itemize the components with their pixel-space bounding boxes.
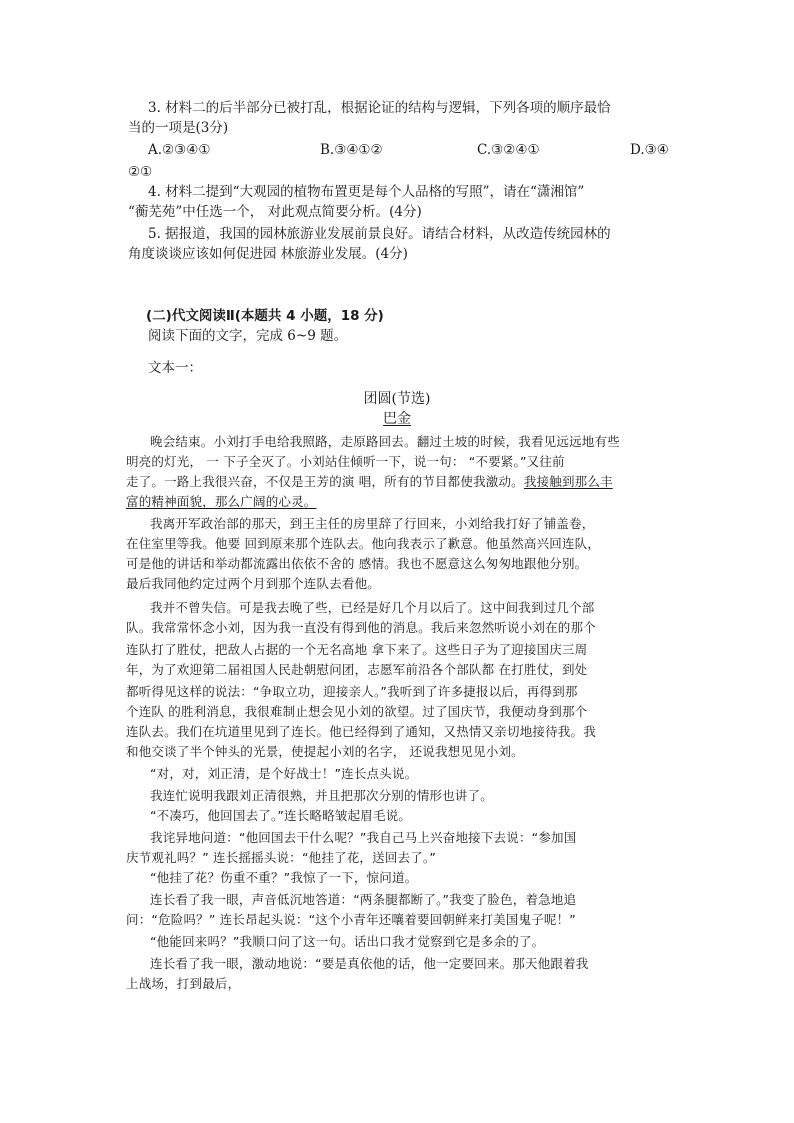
option-c: C.③②④① xyxy=(477,142,540,158)
passage-line: 庆节观礼吗？” 连长摇摇头说：“他挂了花，送回去了。” xyxy=(126,850,437,865)
question-5-line-2: 角度谈谈应该如何促进园 林旅游业发展。(4分) xyxy=(128,246,408,262)
passage-line: 可是他的讲话和举动都流露出依依不舍的 感情。我也不愿意这么匆匆地跟他分别。 xyxy=(126,556,588,571)
passage-line: 在住室里等我。他要 回到原来那个连队去。他向我表示了歉意。他虽然高兴回连队， xyxy=(126,536,601,551)
passage-line: “他挂了花？伤重不重？”我惊了一下，惊问道。 xyxy=(150,870,418,885)
passage-line: 年，为了欢迎第二届祖国人民赴朝慰问团，志愿军前沿各个部队都 在打胜仗，到处 xyxy=(126,662,588,677)
text-one-label: 文本一： xyxy=(148,360,202,376)
passage-line: 和他交谈了半个钟头的光景，使提起小刘的名字， 还说我想见见小刘。 xyxy=(126,744,524,759)
question-3-line-1: 3. 材料二的后半部分已被打乱，根据论证的结构与逻辑，下列各项的顺序最恰 xyxy=(148,100,611,116)
section-heading: (二)代文阅读Ⅱ(本题共 4 小题，18 分) xyxy=(146,308,384,324)
passage-line: 连队去。我们在坑道里见到了连长。他已经得到了通知，又热情又亲切地接待我。我 xyxy=(126,724,596,739)
passage-line: 我诧异地问道：“他回国去干什么呢？”我自己马上兴奋地接下去说：“参加国 xyxy=(150,830,577,845)
passage-line: 队。我常常怀念小刘，因为我一直没有得到他的消息。我后来忽然听说小刘在的那个 xyxy=(126,620,596,635)
question-4-line-1: 4. 材料二提到“大观园的植物布置更是每个人品格的写照”，请在“潇湘馆” xyxy=(148,184,585,200)
question-5-line-1: 5. 据报道，我国的园林旅游业发展前景良好。请结合材料，从改造传统园林的 xyxy=(148,226,611,242)
passage-line: 个连队 的胜利消息，我很难制止想会见小刘的欲望。过了国庆节，我便动身到那个 xyxy=(126,704,588,719)
passage-line: 连长看了我一眼，激动地说：“要是真依他的话，他一定要回来。那天他跟着我 xyxy=(150,956,589,971)
passage-title: 团圆(节选) xyxy=(363,391,431,407)
passage-line: “对，对，刘正清，是个好战士！”连长点头说。 xyxy=(150,766,418,781)
question-4-line-2: “蘅芜苑”中任选一个， 对此观点简要分析。(4分) xyxy=(128,204,422,220)
passage-line: 连长看了我一眼，声音低沉地答道：“两条腿都断了。”我变了脸色，着急地追 xyxy=(150,892,577,907)
option-b: B.③④①② xyxy=(320,142,383,158)
question-3-line-2: 当的一项是(3分) xyxy=(128,120,229,136)
passage-line: 连队打了胜仗，把敌人占据的一个无名高地 拿下来了。这些日子为了迎接国庆三周 xyxy=(126,642,588,657)
passage-line: 我连忙说明我跟刘正清很熟，并且把那次分别的情形也讲了。 xyxy=(150,788,493,803)
passage-line: “他能回来吗？”我顺口问了这一句。话出口我才觉察到它是多余的了。 xyxy=(150,934,545,949)
passage-line-underlined: 富的精神面貌，那么广阔的心灵。 xyxy=(126,494,317,509)
underlined-text: 我接触到那么丰 xyxy=(523,474,613,489)
passage-line: 我离开军政治部的那天，到王主任的房里辞了行回来，小刘给我打好了铺盖卷， xyxy=(150,516,595,531)
option-d-continuation: ②① xyxy=(128,164,153,180)
passage-author: 巴金 xyxy=(383,411,411,427)
passage-line: 我并不曾失信。可是我去晚了些，已经是好几个月以后了。这中间我到过几个部 xyxy=(150,600,595,615)
option-a: A.②③④① xyxy=(148,142,211,158)
option-d: D.③④ xyxy=(630,142,669,158)
passage-text: 走了。一路上我很兴奋，不仅是王芳的演 唱，所有的节目都使我激动。 xyxy=(126,474,524,489)
passage-line: 问：“危险吗？” 连长昂起头说：“这个小青年还嚷着要回朝鲜来打美国鬼子呢！” xyxy=(126,912,576,927)
passage-line: 明亮的灯光， 一 下子全灭了。小刘站住倾听一下，说一句： “不要紧。”又往前 xyxy=(126,454,565,469)
passage-line: “不凑巧，他回国去了。”连长略略皱起眉毛说。 xyxy=(150,808,412,823)
passage-author-wrap xyxy=(0,408,794,428)
passage-line: 晚会结束。小刘打手电给我照路，走原路回去。翻过土坡的时候，我看见远远地有些 xyxy=(150,434,620,449)
passage-line: 上战场，打到最后， xyxy=(126,976,241,991)
passage-line: 都听得见这样的说法：“争取立功，迎接亲人。”我听到了许多捷报以后，再得到那 xyxy=(126,684,578,699)
section-instruction: 阅读下面的文字，完成 6~9 题。 xyxy=(148,328,348,344)
question-3-options xyxy=(148,140,688,160)
passage-line: 最后我同他约定过两个月到那个连队去看他。 xyxy=(126,576,381,591)
passage-line xyxy=(126,472,613,492)
